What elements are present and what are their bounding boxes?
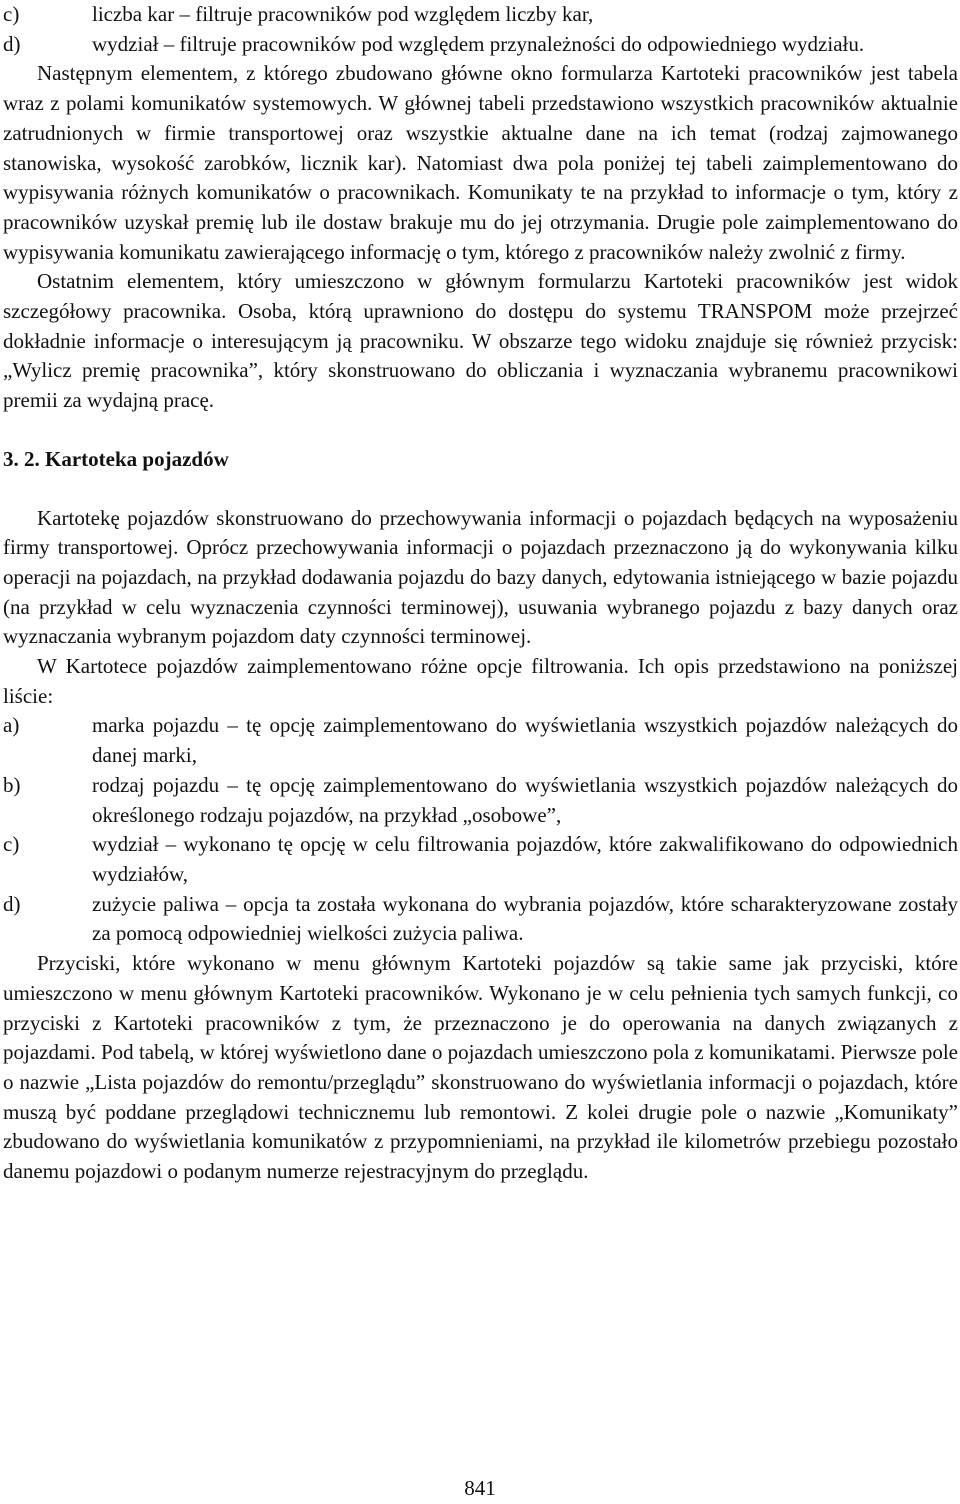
page-number: 841 [464, 1476, 496, 1500]
list-item-text: zużycie paliwa – opcja ta została wykonana do wybrania pojazdów, które scharakteryzowane zostały za pomocą odpowiedniej wielkości zużycia paliwa. [92, 891, 958, 946]
section-heading: 3. 2. Kartoteka pojazdów [3, 446, 229, 471]
list-item-text: marka pojazdu – tę opcję zaimplementowano do wyświetlania wszystkich pojazdów należących do danej marki, [92, 713, 958, 768]
list-item [3, 30, 958, 60]
list-item [3, 771, 958, 830]
list-marker: d) [3, 891, 21, 916]
list-marker: d) [3, 31, 21, 56]
list-item [3, 0, 958, 30]
list-item-text: wydział – wykonano tę opcję w celu filtrowania pojazdów, które zakwalifikowano do odpowiednich wydziałów, [92, 832, 958, 886]
list-item-text: wydział – filtruje pracowników pod względem przynależności do odpowiedniego wydziału. [92, 31, 865, 56]
paragraph: Kartotekę pojazdów skonstruowano do przechowywania informacji o pojazdach będących na wyposażeniu firmy transportowej. Oprócz przechowywania informacji o pojazdach przeznaczono ją do wykonywania kilku operacji na pojazdach, na przykład dodawania pojazdu do bazy danych, edytowania istniejącego w bazie pojazdu (na przykład w celu wyznaczenia czynności terminowej), usuwania wybranego pojazdu z bazy danych oraz wyznaczania wybranym pojazdom daty czynności terminowej. [3, 505, 958, 649]
list-item [3, 830, 958, 889]
list-marker: a) [3, 713, 20, 738]
list-item-text: liczba kar – filtruje pracowników pod względem liczby kar, [92, 2, 594, 26]
paragraph: W Kartotece pojazdów zaimplementowano różne opcje filtrowania. Ich opis przedstawiono na poniższej liście: [3, 654, 958, 708]
list-marker: c) [3, 2, 20, 26]
list-marker: b) [3, 772, 21, 797]
paragraph: Przyciski, które wykonano w menu głównym Kartoteki pojazdów są takie same jak przyciski, które umieszczono w menu głównym Kartoteki pracowników. Wykonano je w celu pełnienia tych samych funkcji, co przyciski z Kartoteki pracowników z tym, że przeznaczono je do operowania na danych związanych z pojazdami. Pod tabelą, w której wyświetlono dane o pojazdach umieszczono pola z komunikatami. Pierwsze pole o nazwie „Lista pojazdów do remontu/przeglądu” skonstruowano do wyświetlania informacji o pojazdach, które muszą być poddane przeglądowi technicznemu lub remontowi. Z kolei drugie pole o nazwie „Komunikaty” zbudowano do wyświetlania komunikatów z przypomnieniami, na przykład ile kilometrów przebiegu pozostało danemu pojazdowi o podanym numerze rejestracyjnym do przeglądu. [3, 951, 958, 1184]
list-marker: c) [3, 832, 20, 857]
paragraph: Następnym elementem, z którego zbudowano główne okno formularza Kartoteki pracowników jest tabela wraz z polami komunikatów systemowych. W głównej tabeli przedstawiono wszystkich pracowników aktualnie zatrudnionych w firmie transportowej oraz wszystkie aktualne dane na ich temat (rodzaj zajmowanego stanowiska, wysokość zarobków, licznik kar). Natomiast dwa pola poniżej tej tabeli zaimplementowano do wypisywania różnych komunikatów o pracownikach. Komunikaty te na przykład to informacje o tym, który z pracowników uzyskał premię lub ile dostaw brakuje mu do jej otrzymania. Drugie pole zaimplementowano do wypisywania komunikatu zawierającego informację o tym, którego z pracowników należy zwolnić z firmy. [3, 61, 958, 264]
paragraph: Ostatnim elementem, który umieszczono w głównym formularzu Kartoteki pracowników jest widok szczegółowy pracownika. Osoba, którą uprawniono do dostępu do systemu TRANSPOM może przejrzeć dokładnie informacje o interesującym ją pracowniku. W obszarze tego widoku znajduje się również przycisk: „Wylicz premię pracownika”, który skonstruowano do obliczania i wyznaczania wybranemu pracownikowi premii za wydajną pracę. [3, 269, 958, 413]
list-item-text: rodzaj pojazdu – tę opcję zaimplementowano do wyświetlania wszystkich pojazdów należących do określonego rodzaju pojazdów, na przykład „osobowe”, [92, 772, 958, 827]
list-item [3, 711, 958, 770]
list-item [3, 890, 958, 949]
